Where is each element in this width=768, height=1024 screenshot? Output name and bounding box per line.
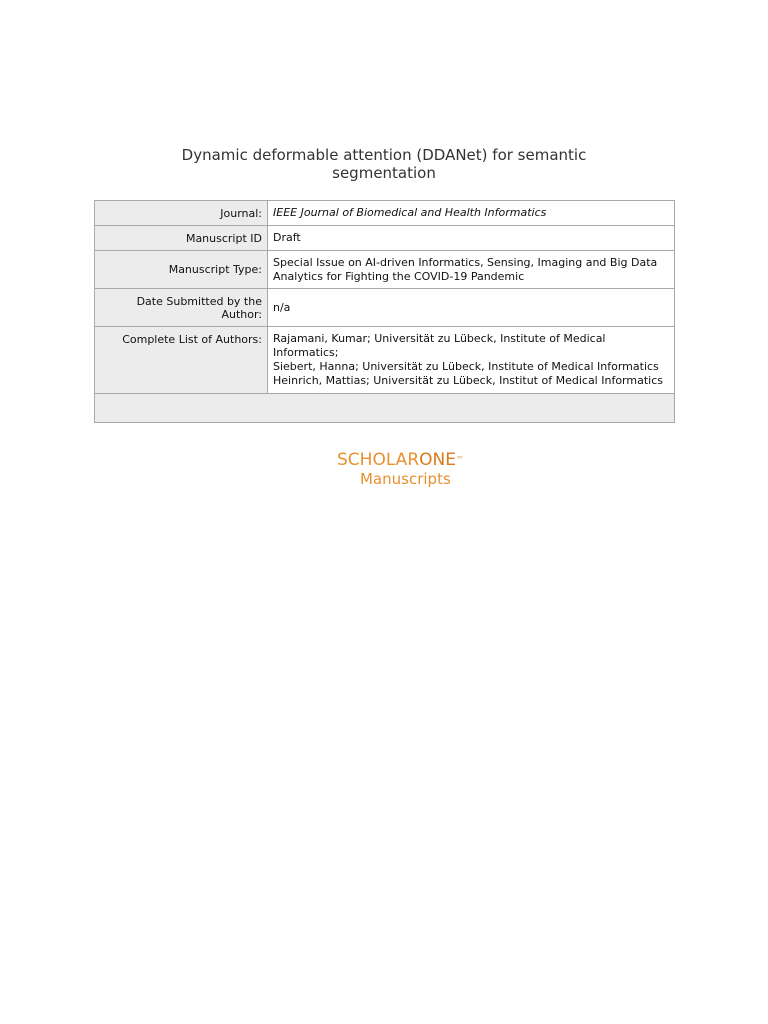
empty-cell [95, 394, 675, 423]
title-line-2: segmentation [332, 164, 436, 182]
scholarone-logo [337, 450, 464, 489]
author-entry: Rajamani, Kumar; Universität zu Lübeck, Institute of Medical Informatics; [273, 332, 606, 359]
empty-row [95, 394, 675, 423]
journal-value: IEEE Journal of Biomedical and Health Informatics [268, 201, 675, 226]
journal-label: Journal: [95, 201, 268, 226]
manuscript-type-label: Manuscript Type: [95, 251, 268, 289]
logo-one: ONE [419, 450, 456, 470]
journal-row [95, 201, 675, 226]
authors-value [268, 327, 675, 394]
authors-row [95, 327, 675, 394]
date-submitted-row [95, 289, 675, 327]
manuscript-id-value: Draft [268, 226, 675, 251]
logo-scholar: SCHOLAR [337, 450, 420, 470]
manuscript-type-value: Special Issue on AI-driven Informatics, Sensing, Imaging and Big Data Analytics for Fighting the COVID-19 Pandemic [268, 251, 675, 289]
author-entry: Heinrich, Mattias; Universität zu Lübeck, Institut of Medical Informatics [273, 374, 663, 387]
document-title [0, 146, 768, 182]
date-submitted-label: Date Submitted by the Author: [95, 289, 268, 327]
title-line-1: Dynamic deformable attention (DDANet) for semantic [181, 146, 587, 164]
manuscript-type-row [95, 251, 675, 289]
manuscript-id-label: Manuscript ID [95, 226, 268, 251]
logo-trademark: ™ [455, 455, 464, 464]
manuscript-metadata-table [94, 200, 675, 423]
author-entry: Siebert, Hanna; Universität zu Lübeck, Institute of Medical Informatics [273, 360, 659, 373]
date-submitted-value: n/a [268, 289, 675, 327]
logo-wordmark [337, 450, 464, 470]
manuscript-id-row [95, 226, 675, 251]
logo-manuscripts: Manuscripts [360, 470, 451, 488]
authors-label: Complete List of Authors: [95, 327, 268, 394]
